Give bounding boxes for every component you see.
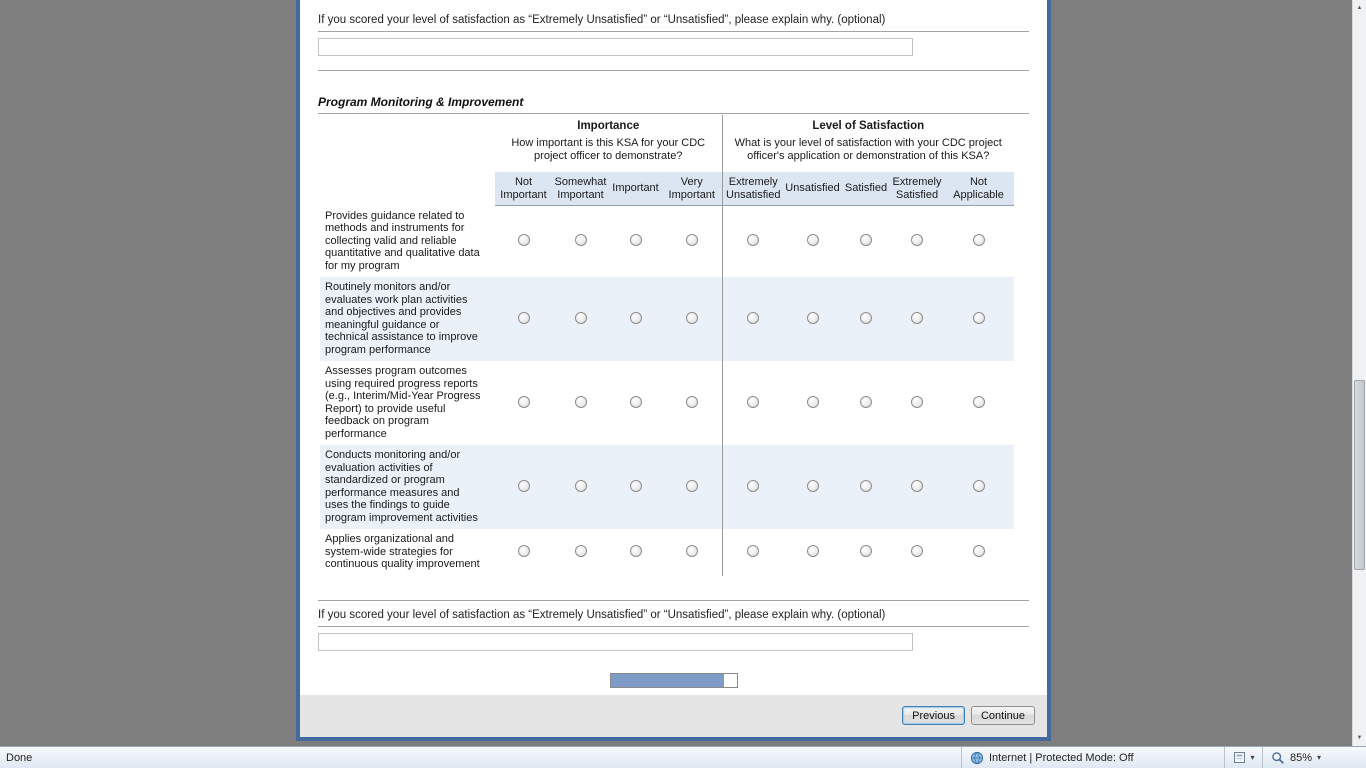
radio-cell — [891, 529, 943, 576]
scroll-down-icon[interactable]: ▼ — [1353, 730, 1366, 746]
radio-cell — [841, 445, 891, 529]
explain-why-section-bottom — [318, 609, 1029, 651]
column-header: Extremely Unsatisfied — [722, 172, 784, 206]
column-header: Very Important — [662, 172, 722, 206]
column-header: Unsatisfied — [784, 172, 841, 206]
explain-why-prompt: If you scored your level of satisfaction as “Extremely Unsatisfied” or “Unsatisfied”, please explain why. (optional) — [318, 14, 886, 26]
radio-button[interactable] — [911, 545, 923, 557]
radio-cell — [609, 206, 662, 278]
ksa-row-label: Assesses program outcomes using required progress reports (e.g., Interim/Mid-Year Progress Report) to provide useful feedback on program performance — [325, 365, 481, 440]
ksa-row — [320, 277, 1014, 361]
continue-button[interactable]: Continue — [971, 706, 1035, 725]
radio-button[interactable] — [630, 480, 642, 492]
column-header: Somewhat Important — [552, 172, 609, 206]
radio-cell — [943, 529, 1014, 576]
radio-button[interactable] — [747, 545, 759, 557]
radio-button[interactable] — [973, 396, 985, 408]
radio-cell — [662, 277, 722, 361]
radio-button[interactable] — [747, 480, 759, 492]
radio-button[interactable] — [630, 312, 642, 324]
radio-button[interactable] — [807, 480, 819, 492]
radio-cell — [609, 361, 662, 445]
radio-cell — [495, 445, 552, 529]
footer-bar — [300, 695, 1047, 737]
radio-button[interactable] — [860, 480, 872, 492]
radio-cell — [662, 361, 722, 445]
radio-cell — [891, 445, 943, 529]
explain-why-section-top — [318, 14, 1029, 56]
radio-cell — [552, 206, 609, 278]
radio-button[interactable] — [807, 234, 819, 246]
radio-button[interactable] — [973, 312, 985, 324]
importance-header: Importance — [495, 115, 722, 134]
importance-question: How important is this KSA for your CDC project officer to demonstrate? — [495, 134, 722, 172]
vertical-scrollbar[interactable] — [1352, 0, 1366, 746]
divider — [318, 600, 1029, 601]
globe-icon — [970, 751, 984, 765]
radio-cell — [609, 445, 662, 529]
radio-cell — [609, 277, 662, 361]
status-bar-right — [961, 747, 1366, 768]
radio-button[interactable] — [973, 480, 985, 492]
blank-cell — [320, 172, 495, 206]
radio-cell — [784, 361, 841, 445]
compatibility-view-control[interactable] — [1224, 747, 1262, 768]
radio-button[interactable] — [630, 545, 642, 557]
column-header: Important — [609, 172, 662, 206]
radio-button[interactable] — [686, 312, 698, 324]
radio-button[interactable] — [686, 234, 698, 246]
radio-cell — [495, 206, 552, 278]
column-header: Extremely Satisfied — [891, 172, 943, 206]
zoom-control[interactable] — [1262, 747, 1366, 768]
divider — [318, 626, 1029, 627]
radio-button[interactable] — [518, 545, 530, 557]
radio-button[interactable] — [518, 234, 530, 246]
radio-cell — [662, 206, 722, 278]
radio-button[interactable] — [518, 396, 530, 408]
column-header: Satisfied — [841, 172, 891, 206]
radio-cell — [841, 361, 891, 445]
radio-cell — [784, 206, 841, 278]
radio-button[interactable] — [860, 234, 872, 246]
radio-button[interactable] — [747, 234, 759, 246]
status-text: Done — [6, 751, 33, 764]
radio-button[interactable] — [860, 312, 872, 324]
radio-cell — [495, 277, 552, 361]
radio-cell — [609, 529, 662, 576]
radio-cell — [722, 361, 784, 445]
ksa-row-label: Applies organizational and system-wide strategies for continuous quality improvement — [325, 533, 480, 570]
radio-cell — [722, 206, 784, 278]
radio-cell — [552, 445, 609, 529]
security-zone-pane — [961, 747, 1224, 768]
radio-button[interactable] — [686, 545, 698, 557]
previous-button[interactable]: Previous — [902, 706, 965, 725]
section-title: Program Monitoring & Improvement — [318, 95, 524, 109]
zoom-level: 85% — [1290, 751, 1313, 764]
ksa-row — [320, 206, 1014, 278]
radio-cell — [722, 277, 784, 361]
radio-cell — [784, 277, 841, 361]
radio-cell — [495, 361, 552, 445]
radio-cell — [552, 277, 609, 361]
group-header-row — [320, 115, 1014, 134]
status-bar — [0, 746, 1366, 768]
radio-button[interactable] — [518, 480, 530, 492]
radio-button[interactable] — [973, 545, 985, 557]
page-icon — [1233, 751, 1246, 764]
progress-bar — [610, 673, 738, 688]
survey-form-panel — [296, 0, 1051, 741]
radio-cell — [552, 361, 609, 445]
radio-button[interactable] — [686, 396, 698, 408]
scrollbar-thumb[interactable] — [1354, 380, 1365, 570]
ksa-rating-table — [320, 115, 1014, 576]
blank-cell — [320, 115, 495, 134]
radio-cell — [662, 445, 722, 529]
divider — [318, 70, 1029, 71]
radio-cell — [722, 529, 784, 576]
explain-why-input-bottom[interactable] — [318, 633, 913, 651]
ksa-row — [320, 445, 1014, 529]
radio-button[interactable] — [973, 234, 985, 246]
radio-button[interactable] — [630, 234, 642, 246]
chevron-down-icon: ▾ — [1317, 752, 1322, 762]
radio-button[interactable] — [575, 234, 587, 246]
explain-why-input-top[interactable] — [318, 38, 913, 56]
radio-cell — [841, 206, 891, 278]
radio-button[interactable] — [518, 312, 530, 324]
radio-cell — [841, 277, 891, 361]
ksa-row-label: Conducts monitoring and/or evaluation activities of standardized or program performance measures and uses the findings to guide program improvement activities — [320, 445, 495, 529]
ksa-row — [320, 361, 1014, 445]
radio-button[interactable] — [911, 396, 923, 408]
radio-cell — [891, 206, 943, 278]
radio-cell — [784, 445, 841, 529]
radio-button[interactable] — [860, 545, 872, 557]
radio-cell — [495, 529, 552, 576]
radio-button[interactable] — [911, 480, 923, 492]
radio-button[interactable] — [575, 312, 587, 324]
column-header: Not Applicable — [943, 172, 1014, 206]
radio-button[interactable] — [747, 396, 759, 408]
radio-button[interactable] — [575, 396, 587, 408]
radio-button[interactable] — [575, 480, 587, 492]
radio-button[interactable] — [807, 312, 819, 324]
radio-cell — [943, 277, 1014, 361]
question-row — [320, 134, 1014, 172]
radio-button[interactable] — [575, 545, 587, 557]
blank-cell — [320, 134, 495, 172]
radio-button[interactable] — [807, 396, 819, 408]
radio-button[interactable] — [911, 312, 923, 324]
radio-cell — [891, 361, 943, 445]
ksa-row-label: Provides guidance related to methods and instruments for collecting valid and reliable quantitative and qualitative data for my program — [325, 209, 480, 272]
radio-cell — [784, 529, 841, 576]
radio-cell — [943, 206, 1014, 278]
radio-button[interactable] — [807, 545, 819, 557]
radio-button[interactable] — [860, 396, 872, 408]
radio-button[interactable] — [911, 234, 923, 246]
scroll-up-icon[interactable]: ▲ — [1353, 0, 1366, 16]
radio-cell — [943, 445, 1014, 529]
column-header-row — [320, 172, 1014, 206]
magnifier-icon — [1271, 751, 1285, 765]
column-header: Not Important — [495, 172, 552, 206]
divider — [318, 113, 1029, 114]
progress-fill — [611, 674, 724, 687]
ksa-row — [320, 529, 1014, 576]
radio-cell — [662, 529, 722, 576]
radio-cell — [943, 361, 1014, 445]
radio-cell — [891, 277, 943, 361]
radio-button[interactable] — [747, 312, 759, 324]
radio-button[interactable] — [630, 396, 642, 408]
chevron-down-icon: ▾ — [1250, 752, 1255, 762]
radio-button[interactable] — [686, 480, 698, 492]
radio-cell — [722, 445, 784, 529]
explain-why-prompt: If you scored your level of satisfaction as “Extremely Unsatisfied” or “Unsatisfied”, please explain why. (optional) — [318, 608, 886, 621]
satisfaction-header: Level of Satisfaction — [722, 115, 1014, 134]
ksa-row-label: Routinely monitors and/or evaluates work plan activities and objectives and provides meaningful guidance or technical assistance to improve program performance — [320, 277, 495, 361]
radio-cell — [841, 529, 891, 576]
satisfaction-question: What is your level of satisfaction with your CDC project officer's application or demonstration of this KSA? — [722, 134, 1014, 172]
zone-text: Internet | Protected Mode: Off — [989, 751, 1134, 764]
radio-cell — [552, 529, 609, 576]
divider — [318, 31, 1029, 32]
